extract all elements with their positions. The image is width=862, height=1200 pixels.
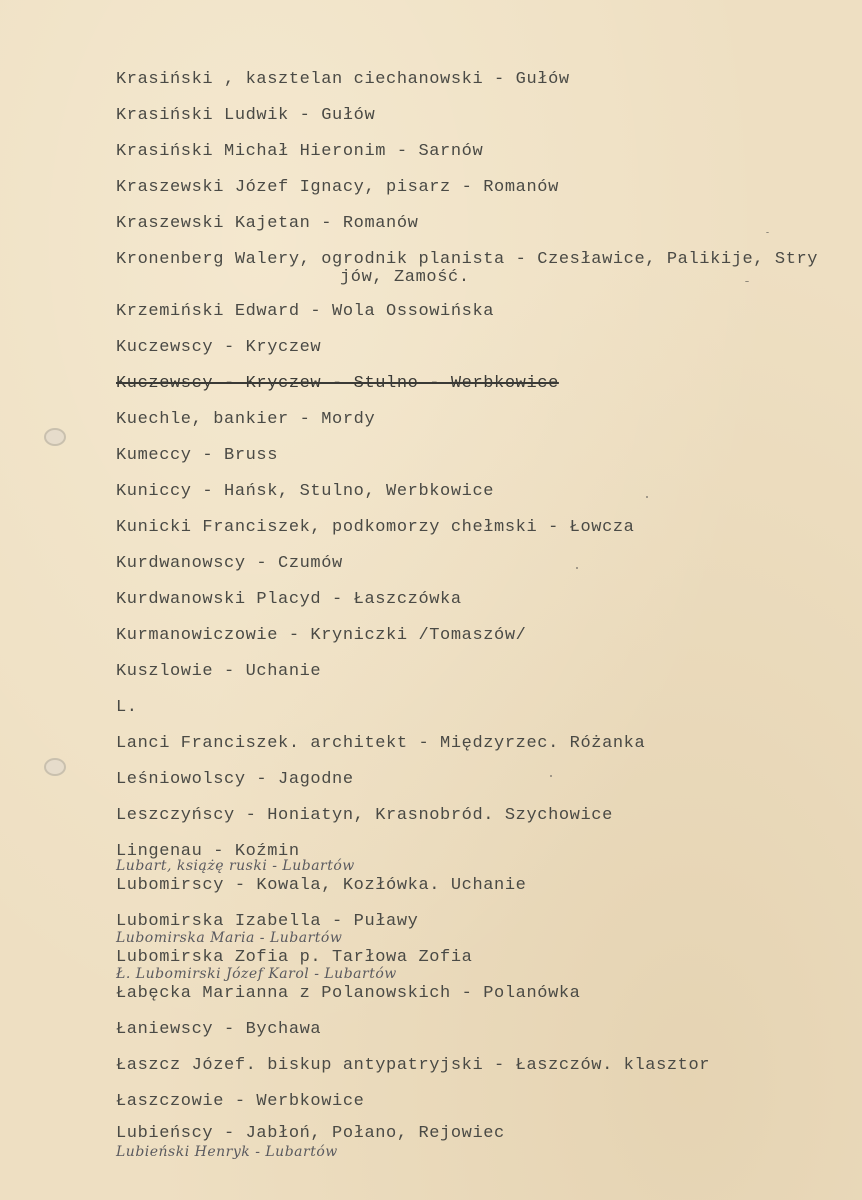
entry-line: Kumeccy - Bruss: [116, 446, 279, 465]
entry-line: Lubomirska Izabella - Puławy: [116, 912, 419, 931]
entry-line: Leśniowolscy - Jagodne: [116, 770, 354, 789]
entry-line: Kraszewski Józef Ignacy, pisarz - Romanów: [116, 178, 559, 197]
paper-speck: [766, 232, 769, 233]
entry-line: Kuczewscy - Kryczew: [116, 338, 322, 357]
punch-hole: [44, 758, 66, 776]
section-letter: L.: [116, 698, 138, 717]
entry-line: Łabęcka Marianna z Polanowskich - Polanówka: [116, 984, 581, 1003]
entry-line: Kraszewski Kajetan - Romanów: [116, 214, 419, 233]
entry-line: Krasiński Ludwik - Gułów: [116, 106, 376, 125]
paper-speck: [576, 567, 578, 569]
handwritten-note: Lubart, książę ruski - Lubartów: [116, 858, 355, 874]
struck-out-line: Kuczewscy - Kryczew - Stulno - Werbkowice: [116, 374, 559, 393]
paper-speck: [745, 281, 749, 282]
entry-line: Lubieńscy - Jabłoń, Połano, Rejowiec: [116, 1124, 505, 1143]
entry-line-continuation: jów, Zamość.: [340, 268, 470, 287]
entry-line: Kurmanowiczowie - Kryniczki /Tomaszów/: [116, 626, 527, 645]
entry-line: Krzemiński Edward - Wola Ossowińska: [116, 302, 495, 321]
entry-line: Krasiński , kasztelan ciechanowski - Gułów: [116, 70, 570, 89]
paper-speck: [550, 775, 552, 777]
handwritten-note: Ł. Lubomirski Józef Karol - Lubartów: [116, 966, 397, 982]
punch-hole: [44, 428, 66, 446]
entry-line: Kuszlowie - Uchanie: [116, 662, 322, 681]
paper-speck: [646, 496, 648, 498]
entry-line: Łaniewscy - Bychawa: [116, 1020, 322, 1039]
handwritten-note: Lubomirska Maria - Lubartów: [116, 930, 343, 946]
entry-line: Kuechle, bankier - Mordy: [116, 410, 376, 429]
entry-line: Łaszczowie - Werbkowice: [116, 1092, 365, 1111]
entry-line: Lanci Franciszek. architekt - Międzyrzec. Różanka: [116, 734, 646, 753]
entry-line: Lubomirscy - Kowala, Kozłówka. Uchanie: [116, 876, 527, 895]
entry-line: Łaszcz Józef. biskup antypatryjski - Łaszczów. klasztor: [116, 1056, 711, 1075]
entry-line: Kunicki Franciszek, podkomorzy chełmski - Łowcza: [116, 518, 635, 537]
entry-line: Kronenberg Walery, ogrodnik planista - Czesławice, Palikije, Stry: [116, 250, 819, 269]
entry-line: Kurdwanowski Placyd - Łaszczówka: [116, 590, 462, 609]
entry-line: Kurdwanowscy - Czumów: [116, 554, 343, 573]
entry-line: Kuniccy - Hańsk, Stulno, Werbkowice: [116, 482, 495, 501]
entry-line: Lingenau - Koźmin: [116, 842, 300, 861]
entry-line: Lubomirska Zofia p. Tarłowa Zofia: [116, 948, 473, 967]
entry-line: Krasiński Michał Hieronim - Sarnów: [116, 142, 484, 161]
handwritten-note: Lubieński Henryk - Lubartów: [116, 1144, 338, 1160]
entry-line: Leszczyńscy - Honiatyn, Krasnobród. Szychowice: [116, 806, 613, 825]
